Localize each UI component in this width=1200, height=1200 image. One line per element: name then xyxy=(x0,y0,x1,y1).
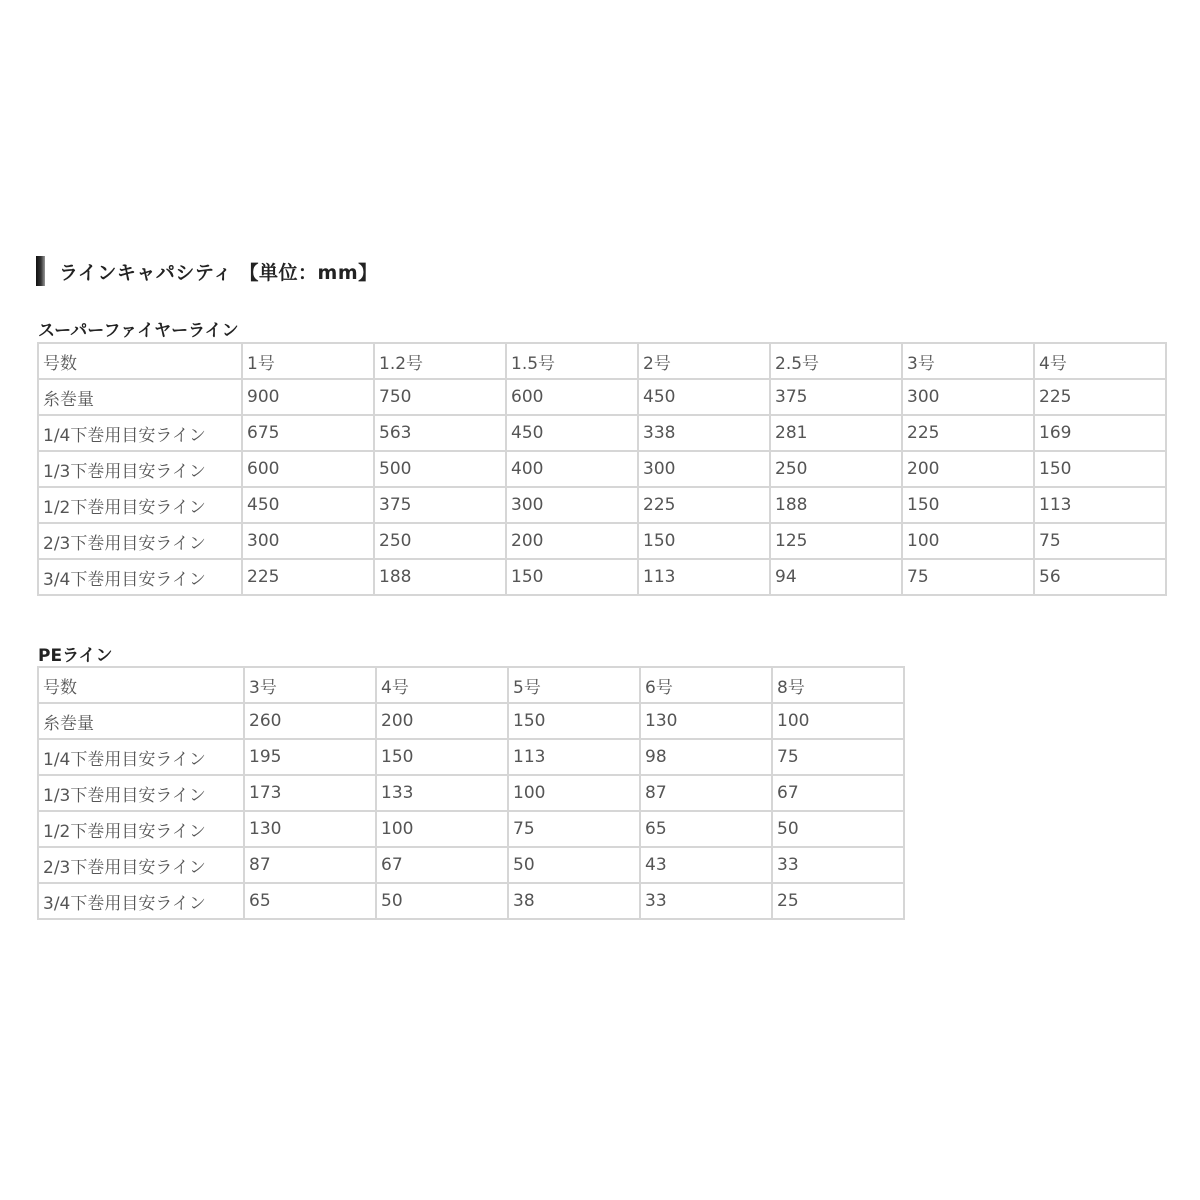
value-cell: 250 xyxy=(770,451,902,487)
value-cell: 50 xyxy=(508,847,640,883)
table-header-row xyxy=(38,667,904,703)
value-cell: 300 xyxy=(242,523,374,559)
capacity-table-pe-line xyxy=(37,666,905,920)
value-cell: 130 xyxy=(640,703,772,739)
value-cell: 450 xyxy=(638,379,770,415)
value-cell: 750 xyxy=(374,379,506,415)
value-cell: 98 xyxy=(640,739,772,775)
row-label-cell: 糸巻量 xyxy=(38,703,244,739)
table-row xyxy=(38,379,1166,415)
capacity-table-superfireline xyxy=(37,342,1167,596)
header-cell: 2号 xyxy=(638,343,770,379)
value-cell: 300 xyxy=(638,451,770,487)
header-cell: 1.2号 xyxy=(374,343,506,379)
row-label-cell: 1/4下巻用目安ライン xyxy=(38,415,242,451)
header-cell: 1.5号 xyxy=(506,343,638,379)
value-cell: 65 xyxy=(244,883,376,919)
table-row xyxy=(38,847,904,883)
value-cell: 113 xyxy=(1034,487,1166,523)
value-cell: 225 xyxy=(902,415,1034,451)
value-cell: 169 xyxy=(1034,415,1166,451)
header-cell: 4号 xyxy=(1034,343,1166,379)
header-cell: 号数 xyxy=(38,667,244,703)
value-cell: 50 xyxy=(376,883,508,919)
value-cell: 300 xyxy=(902,379,1034,415)
value-cell: 87 xyxy=(640,775,772,811)
value-cell: 113 xyxy=(638,559,770,595)
header-cell: 1号 xyxy=(242,343,374,379)
value-cell: 100 xyxy=(508,775,640,811)
value-cell: 67 xyxy=(772,775,904,811)
row-label-cell: 1/3下巻用目安ライン xyxy=(38,775,244,811)
value-cell: 67 xyxy=(376,847,508,883)
value-cell: 150 xyxy=(508,703,640,739)
table-header-row xyxy=(38,343,1166,379)
table-title-pe-line: PEライン xyxy=(38,646,113,666)
table-row xyxy=(38,883,904,919)
heading-title: ラインキャパシティ 【単位：mm】 xyxy=(59,261,378,284)
value-cell: 375 xyxy=(374,487,506,523)
value-cell: 173 xyxy=(244,775,376,811)
value-cell: 225 xyxy=(638,487,770,523)
value-cell: 38 xyxy=(508,883,640,919)
table-row xyxy=(38,523,1166,559)
row-label-cell: 1/2下巻用目安ライン xyxy=(38,811,244,847)
value-cell: 150 xyxy=(506,559,638,595)
value-cell: 563 xyxy=(374,415,506,451)
value-cell: 150 xyxy=(902,487,1034,523)
value-cell: 94 xyxy=(770,559,902,595)
value-cell: 200 xyxy=(902,451,1034,487)
value-cell: 75 xyxy=(1034,523,1166,559)
value-cell: 450 xyxy=(242,487,374,523)
value-cell: 133 xyxy=(376,775,508,811)
row-label-cell: 糸巻量 xyxy=(38,379,242,415)
value-cell: 43 xyxy=(640,847,772,883)
table-row xyxy=(38,559,1166,595)
header-cell: 2.5号 xyxy=(770,343,902,379)
value-cell: 150 xyxy=(376,739,508,775)
header-cell: 号数 xyxy=(38,343,242,379)
value-cell: 188 xyxy=(770,487,902,523)
row-label-cell: 2/3下巻用目安ライン xyxy=(38,523,242,559)
value-cell: 75 xyxy=(902,559,1034,595)
table-row xyxy=(38,739,904,775)
value-cell: 100 xyxy=(376,811,508,847)
value-cell: 600 xyxy=(242,451,374,487)
row-label-cell: 2/3下巻用目安ライン xyxy=(38,847,244,883)
value-cell: 900 xyxy=(242,379,374,415)
value-cell: 75 xyxy=(508,811,640,847)
row-label-cell: 1/2下巻用目安ライン xyxy=(38,487,242,523)
value-cell: 100 xyxy=(772,703,904,739)
header-cell: 3号 xyxy=(902,343,1034,379)
value-cell: 600 xyxy=(506,379,638,415)
header-cell: 6号 xyxy=(640,667,772,703)
table-row xyxy=(38,703,904,739)
value-cell: 33 xyxy=(772,847,904,883)
value-cell: 65 xyxy=(640,811,772,847)
value-cell: 75 xyxy=(772,739,904,775)
table-row xyxy=(38,811,904,847)
table-row xyxy=(38,415,1166,451)
value-cell: 125 xyxy=(770,523,902,559)
value-cell: 225 xyxy=(242,559,374,595)
value-cell: 113 xyxy=(508,739,640,775)
value-cell: 130 xyxy=(244,811,376,847)
section-heading xyxy=(36,256,378,286)
table-row xyxy=(38,451,1166,487)
value-cell: 200 xyxy=(376,703,508,739)
value-cell: 225 xyxy=(1034,379,1166,415)
header-cell: 8号 xyxy=(772,667,904,703)
value-cell: 188 xyxy=(374,559,506,595)
heading-bar-icon xyxy=(36,256,45,286)
value-cell: 281 xyxy=(770,415,902,451)
header-cell: 4号 xyxy=(376,667,508,703)
value-cell: 56 xyxy=(1034,559,1166,595)
row-label-cell: 1/3下巻用目安ライン xyxy=(38,451,242,487)
table-row xyxy=(38,487,1166,523)
value-cell: 87 xyxy=(244,847,376,883)
value-cell: 250 xyxy=(374,523,506,559)
value-cell: 375 xyxy=(770,379,902,415)
table-title-superfireline: スーパーファイヤーライン xyxy=(38,321,239,341)
row-label-cell: 3/4下巻用目安ライン xyxy=(38,559,242,595)
value-cell: 400 xyxy=(506,451,638,487)
value-cell: 200 xyxy=(506,523,638,559)
value-cell: 50 xyxy=(772,811,904,847)
value-cell: 300 xyxy=(506,487,638,523)
value-cell: 450 xyxy=(506,415,638,451)
value-cell: 675 xyxy=(242,415,374,451)
value-cell: 260 xyxy=(244,703,376,739)
value-cell: 150 xyxy=(1034,451,1166,487)
value-cell: 100 xyxy=(902,523,1034,559)
value-cell: 150 xyxy=(638,523,770,559)
value-cell: 33 xyxy=(640,883,772,919)
value-cell: 338 xyxy=(638,415,770,451)
value-cell: 195 xyxy=(244,739,376,775)
table-row xyxy=(38,775,904,811)
value-cell: 500 xyxy=(374,451,506,487)
row-label-cell: 1/4下巻用目安ライン xyxy=(38,739,244,775)
header-cell: 5号 xyxy=(508,667,640,703)
row-label-cell: 3/4下巻用目安ライン xyxy=(38,883,244,919)
value-cell: 25 xyxy=(772,883,904,919)
header-cell: 3号 xyxy=(244,667,376,703)
